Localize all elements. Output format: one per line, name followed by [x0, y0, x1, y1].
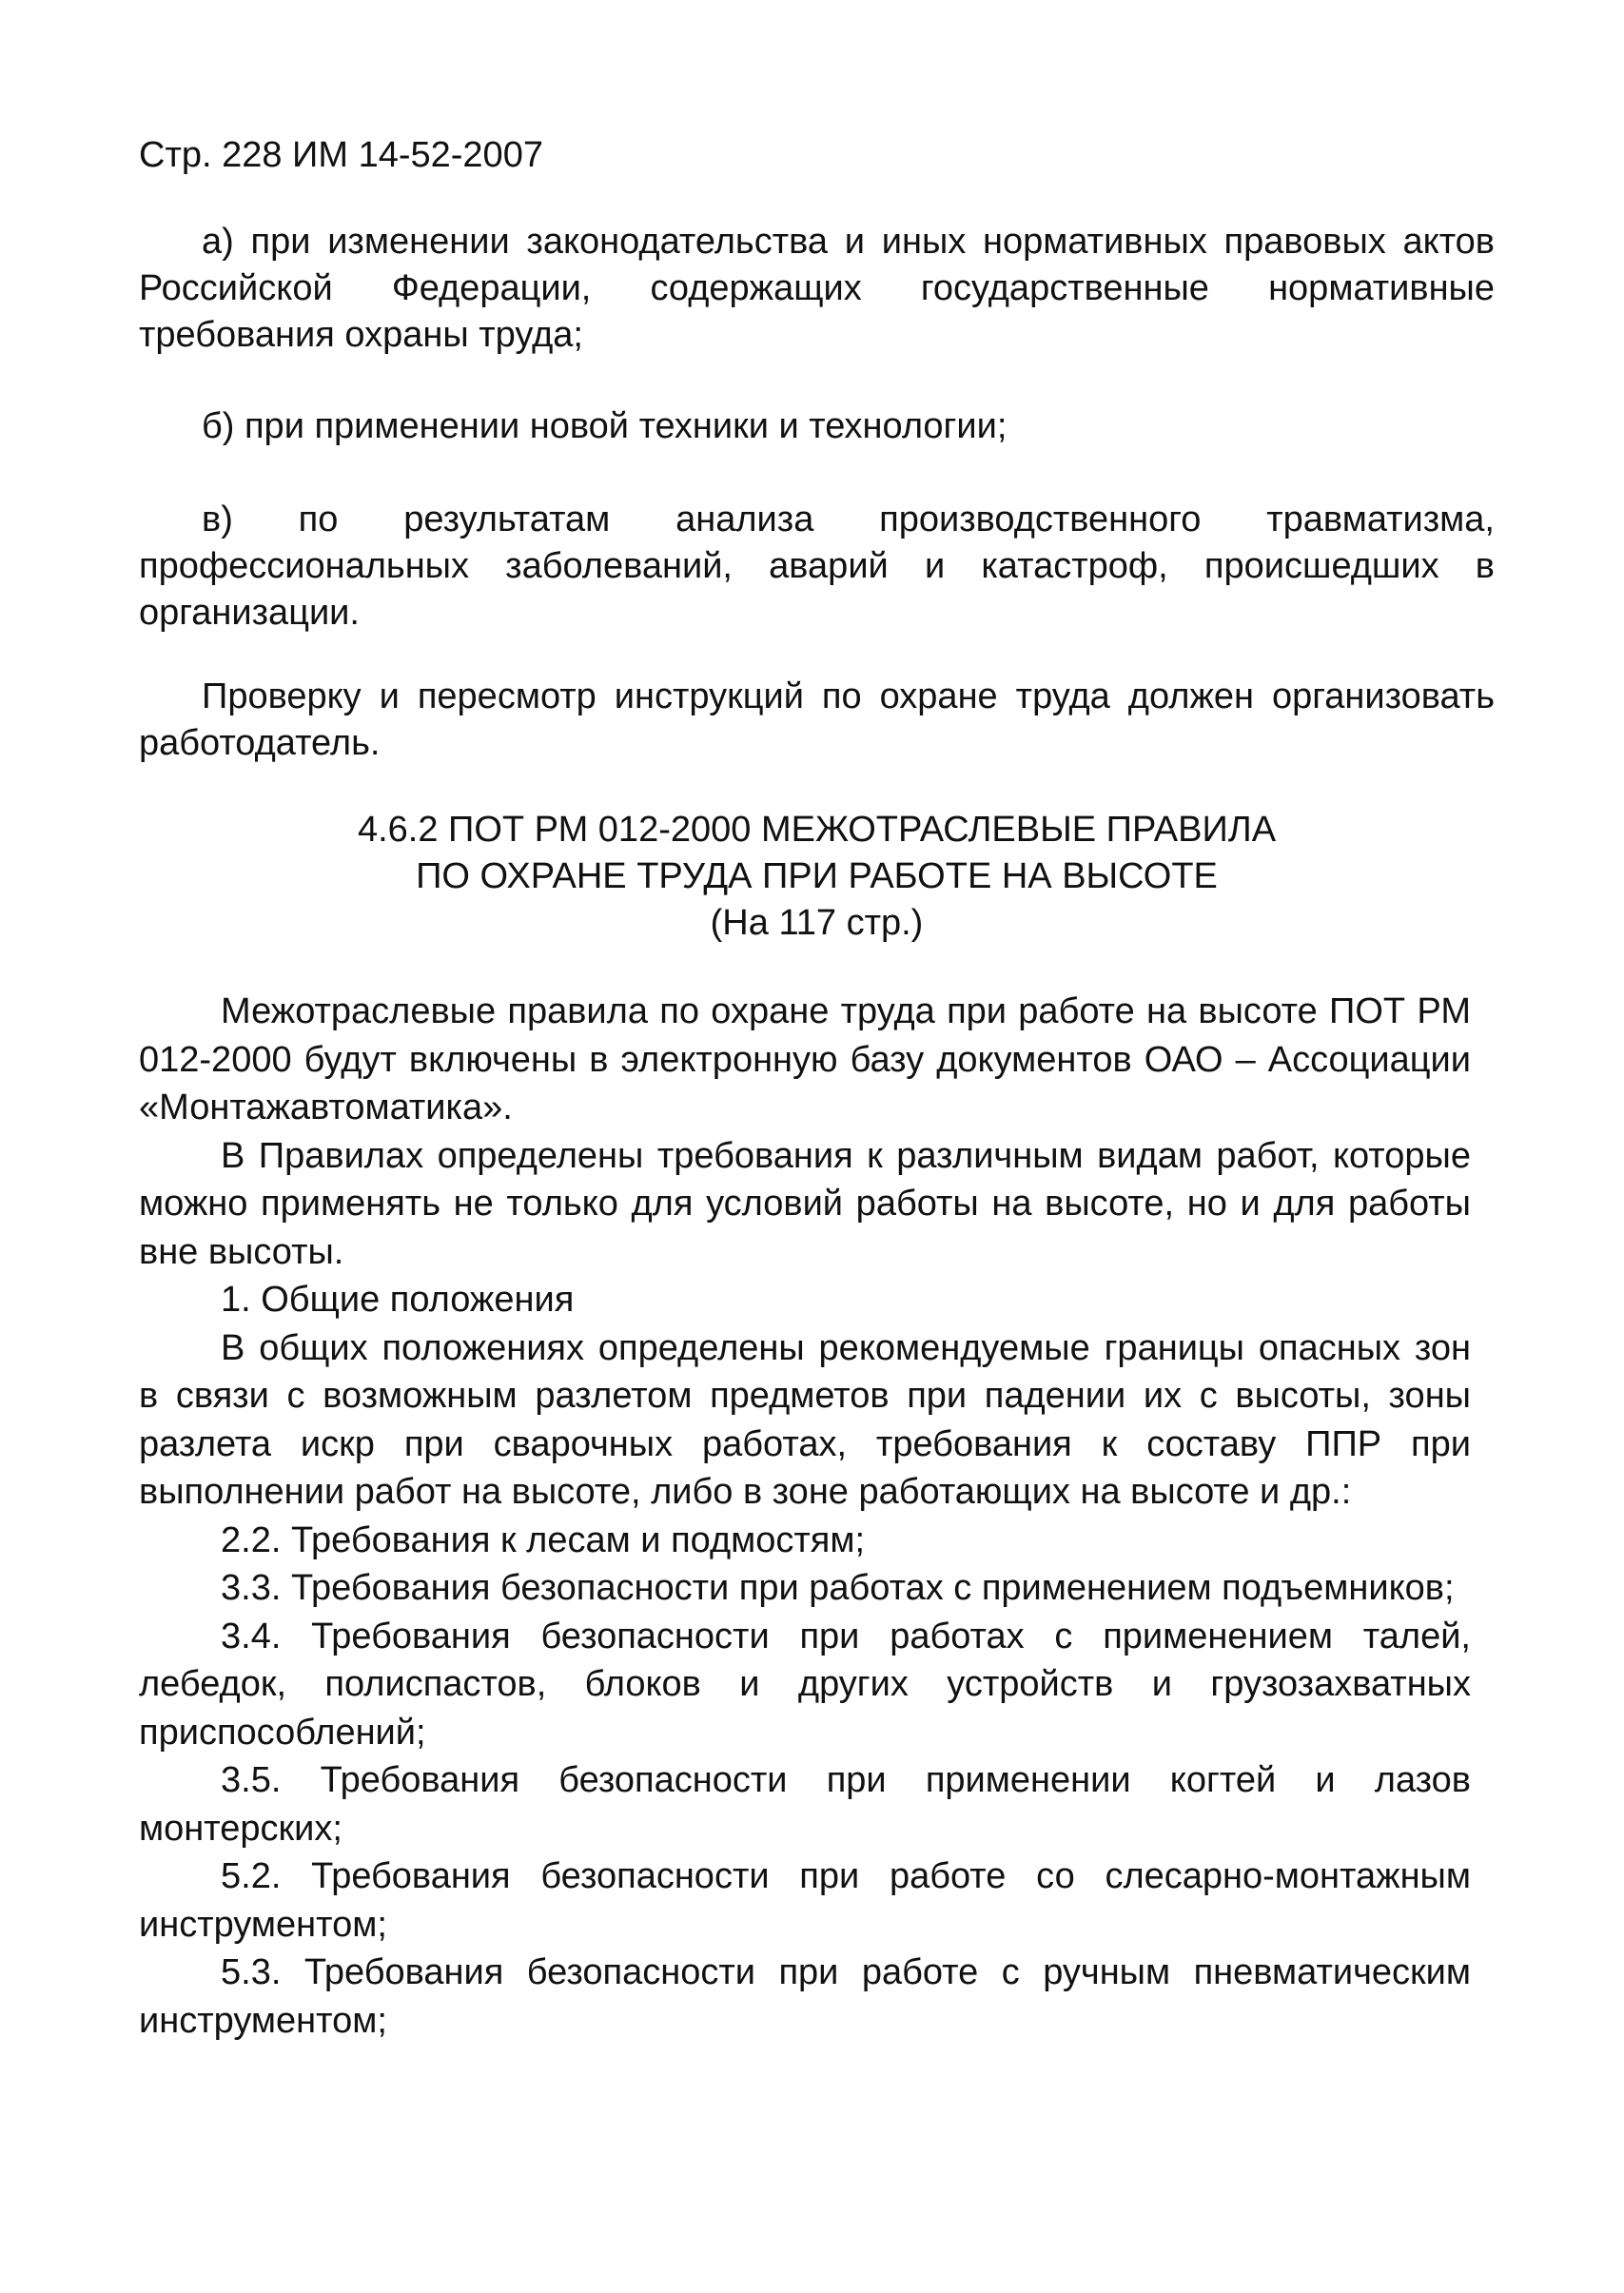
body-paragraph: 5.3. Требования безопасности при работе с ручным пневматическим инструментом; — [139, 1952, 1471, 2041]
body-paragraph: 1. Общие положения — [221, 1280, 575, 1320]
page-header: Стр. 228 ИМ 14-52-2007 — [139, 135, 543, 175]
body-paragraph: Межотраслевые правила по охране труда при работе на высоте ПОТ РМ 012-2000 будут включены в электронную базу документов ОАО – Ассоциации «Монтажавтоматика». — [139, 991, 1471, 1127]
section-title-line-3: (На 117 стр.) — [710, 903, 924, 943]
section-title-line-2: ПО ОХРАНЕ ТРУДА ПРИ РАБОТЕ НА ВЫСОТЕ — [416, 856, 1218, 896]
body-paragraph: 3.3. Требования безопасности при работах с применением подъемников; — [221, 1568, 1455, 1608]
list-item-text: а) при изменении законодательства и иных нормативных правовых актов Российской Федерации, содержащих государственные нормативные требования охраны труда; — [139, 222, 1495, 355]
body-paragraph: 3.4. Требования безопасности при работах с применением талей, лебедок, полиспастов, блоков и других устройств и грузозахватных приспособлений; — [139, 1616, 1471, 1753]
list-item-b — [139, 403, 1495, 450]
paragraph-text: Проверку и пересмотр инструкций по охране труда должен организовать работодатель. — [139, 676, 1495, 763]
list-item-a — [139, 219, 1495, 359]
body-paragraph: 2.2. Требования к лесам и подмостям; — [221, 1519, 866, 1560]
review-paragraph — [139, 674, 1495, 767]
body-paragraph: 5.2. Требования безопасности при работе со слесарно-монтажным инструментом; — [139, 1856, 1471, 1945]
section-title-line-1: 4.6.2 ПОТ РМ 012-2000 МЕЖОТРАСЛЕВЫЕ ПРАВИЛА — [357, 810, 1277, 850]
section-body — [139, 988, 1471, 2045]
list-item-text: в) по результатам анализа производственного травматизма, профессиональных заболеваний, аварий и катастроф, происшедших в организации. — [139, 500, 1495, 633]
body-paragraph: В общих положениях определены рекомендуемые границы опасных зон в связи с возможным разлетом предметов при падении их с высоты, зоны разлета искр при сварочных работах, требования к составу ППР при выполнении работ на высоте, либо в зоне работающих на высоте и др.: — [139, 1327, 1471, 1512]
section-title — [139, 807, 1495, 947]
list-item-text: б) при применении новой техники и технологии; — [202, 406, 1008, 446]
list-item-v — [139, 497, 1495, 637]
body-paragraph: 3.5. Требования безопасности при применении когтей и лазов монтерских; — [139, 1760, 1471, 1849]
body-paragraph: В Правилах определены требования к различным видам работ, которые можно применять не только для условий работы на высоте, но и для работы вне высоты. — [139, 1135, 1471, 1272]
